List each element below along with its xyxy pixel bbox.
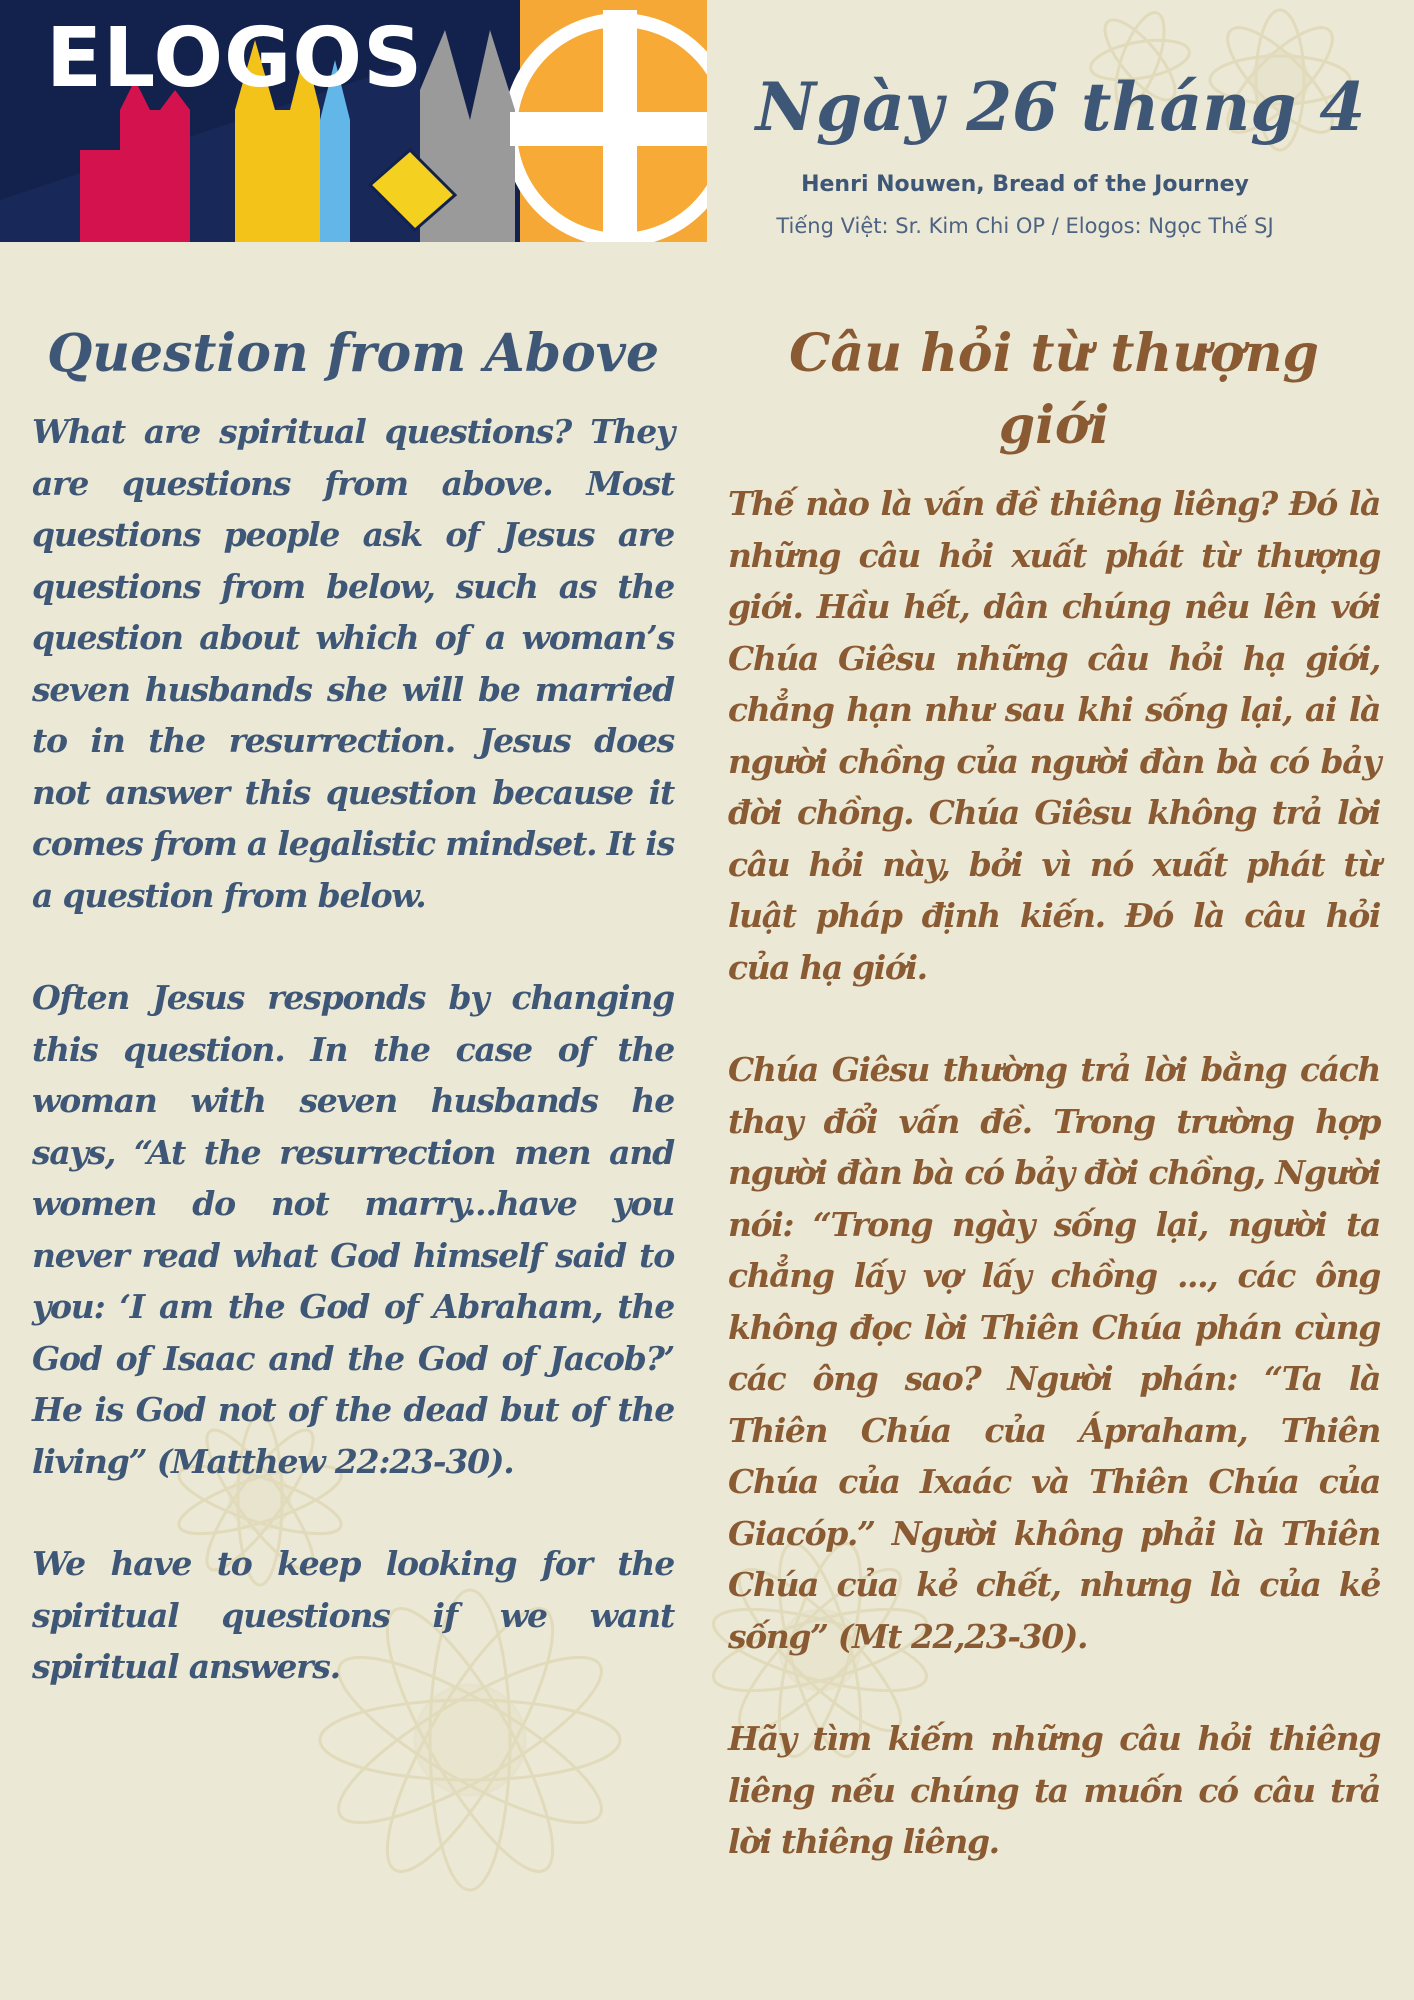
vietnamese-paragraph: Hãy tìm kiếm những câu hỏi thiêng liêng nếu chúng ta muốn có câu trả lời thiêng liêng. bbox=[728, 1719, 1380, 1861]
date-title: Ngày 26 tháng 4 bbox=[755, 68, 1366, 146]
elogos-logo bbox=[0, 0, 707, 242]
vietnamese-column bbox=[728, 318, 1380, 1919]
english-paragraph: Often Jesus responds by changing this question. In the case of the woman with seven husbands he says, “At the resurrection men and women do not marry...have you never read what God himself said to you: ‘I am the God of Abraham, the God of Isaac and the God of Jacob?’ He is God not of the dead but of the living” (Matthew 22:23-30). bbox=[32, 978, 674, 1481]
vietnamese-paragraph: Thế nào là vấn đề thiêng liêng? Đó là những câu hỏi xuất phát từ thượng giới. Hầu hết, dân chúng nêu lên với Chúa Giêsu những câu hỏi hạ giới, chẳng hạn như sau khi sống lại, ai là người chồng của người đàn bà có bảy đời chồng. Chúa Giêsu không trả lời câu hỏi này, bởi vì nó xuất phát từ luật pháp định kiến. Đó là câu hỏi của hạ giới. bbox=[728, 484, 1380, 987]
vietnamese-title: Câu hỏi từ thượng giới bbox=[789, 323, 1319, 456]
logo-text: ELOGOS bbox=[46, 11, 424, 106]
vietnamese-paragraph: Chúa Giêsu thường trả lời bằng cách thay đổi vấn đề. Trong trường hợp người đàn bà có bảy đời chồng, Người nói: “Trong ngày sống lại, người ta chẳng lấy vợ lấy chồng ..., các ông không đọc lời Thiên Chúa phán cùng các ông sao? Người phán: “Ta là Thiên Chúa của Ápraham, Thiên Chúa của Ixaác và Thiên Chúa của Giacóp.” Người không phải là Thiên Chúa của kẻ chết, nhưng là của kẻ sống” (Mt 22,23-30). bbox=[728, 1050, 1380, 1656]
english-title: Question from Above bbox=[46, 323, 660, 384]
english-paragraph: What are spiritual questions? They are questions from above. Most questions people ask of Jesus are questions from below, such as the question about which of a woman’s seven husbands she will be married to in the resurrection. Jesus does not answer this question because it comes from a legalistic mindset. It is a question from below. bbox=[32, 412, 674, 915]
english-paragraph: We have to keep looking for the spiritual questions if we want spiritual answers. bbox=[32, 1544, 674, 1686]
translator-credit: Tiếng Việt: Sr. Kim Chi OP / Elogos: Ngọc Thế SJ bbox=[776, 214, 1274, 238]
source-credit: Henri Nouwen, Bread of the Journey bbox=[801, 172, 1249, 197]
english-column bbox=[32, 318, 674, 1744]
